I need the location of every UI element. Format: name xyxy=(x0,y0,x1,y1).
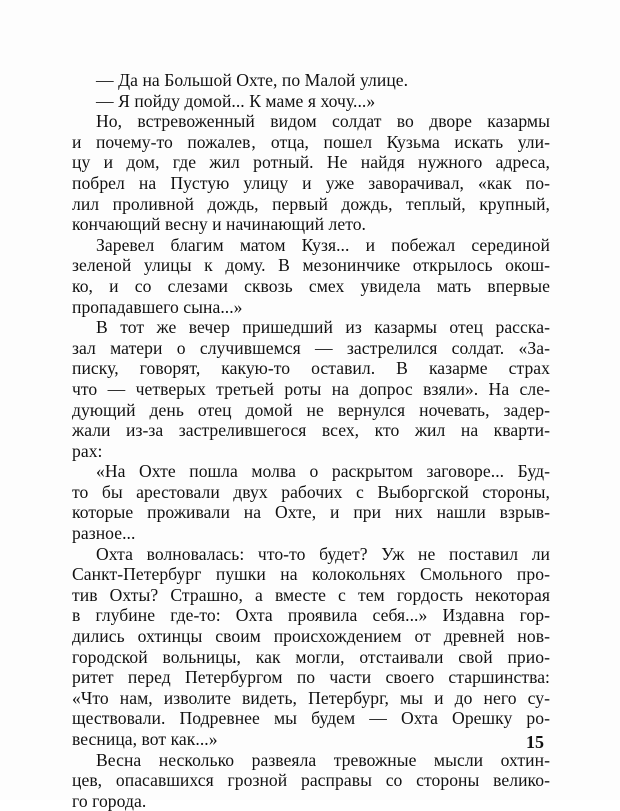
text-line: пропадавшего сына...» xyxy=(72,296,243,317)
text-line: Но, встревоженный видом солдат во дворе казармы xyxy=(96,111,550,132)
text-line: лил проливной дождь, первый дождь, теплый, крупный, xyxy=(72,193,550,214)
text-line: и почему-то пожалев‚ отца, пошел Кузьма искать ули- xyxy=(72,131,550,152)
text-line: ществовали. Подревнее мы будем — Охта Орешку ро- xyxy=(72,708,550,729)
text-line: Весна несколько развеяла тревожные мысли охтин- xyxy=(96,749,550,770)
text-line: — Я пойду домой... К маме я хочу...» xyxy=(96,90,376,111)
text-line: ко, и со слезами сквозь смех увидела мать впервые xyxy=(72,275,550,296)
text-line: жали из-за застрелившегося всех, кто жил на кварти- xyxy=(72,420,550,441)
text-line: то бы арестовали двух рабочих с Выборгской стороны, xyxy=(72,481,550,502)
text-line: которые проживали на Охте, и при них нашли взрыв- xyxy=(72,502,550,523)
text-line: ритет перед Петербургом по части своего старшинства: xyxy=(72,667,550,688)
text-line: разное... xyxy=(72,523,136,544)
text-line: цу и дом, где жил ротный. Не найдя нужного адреса, xyxy=(72,152,550,173)
text-line: «На Охте пошла молва о раскрытом заговоре... Буд- xyxy=(96,461,550,482)
text-line: зеленой улицы к дому. В мезонинчике открылось окош- xyxy=(72,255,550,276)
body-text xyxy=(72,70,550,811)
text-line: что — четверых третьей роты на допрос взяли». На сле- xyxy=(72,378,550,399)
text-line: в глубине где-то: Охта проявила себя...» Издавна гор- xyxy=(72,605,550,626)
text-line: тив Охты? Страшно, а вместе с тем гордость некоторая xyxy=(72,584,550,605)
text-line: рах: xyxy=(72,440,103,461)
text-line: дующий день отец домой не вернулся ночевать, задер- xyxy=(72,399,550,420)
text-line: — Да на Большой Охте, по Малой улице. xyxy=(96,70,409,90)
text-line: побрел на Пустую улицу и уже заворачивал, «как по- xyxy=(72,172,550,193)
text-line: В тот же вечер пришедший из казармы отец расска- xyxy=(96,317,550,338)
text-line: Санкт-Петербург пушки на колокольнях Смольного про- xyxy=(72,564,550,585)
text-line: кончающий весну и начинающий лето. xyxy=(72,214,366,235)
text-line: весница, вот как...» xyxy=(72,729,218,749)
text-line: го города. xyxy=(72,790,147,811)
text-line: Заревел благим матом Кузя... и побежал серединой xyxy=(96,234,550,255)
text-line: цев, опасавшихся грозной расправы со стороны велико- xyxy=(72,770,550,791)
text-line: «Что нам, изволите видеть, Петербург, мы и до него су- xyxy=(72,687,550,708)
text-line: Охта волновалась: что-то будет? Уж не поставил ли xyxy=(96,543,550,564)
text-line: дились охтинцы своим происхождением от древней нов- xyxy=(72,626,550,647)
text-line: городской вольницы, как могли, отстаивали свой прио- xyxy=(72,646,550,667)
text-line: писку, говорят, какую-то оставил. В казарме страх xyxy=(72,358,550,379)
page-number: 15 xyxy=(526,732,544,752)
text-line: зал матери о случившемся — застрелился солдат. «За- xyxy=(72,337,550,358)
